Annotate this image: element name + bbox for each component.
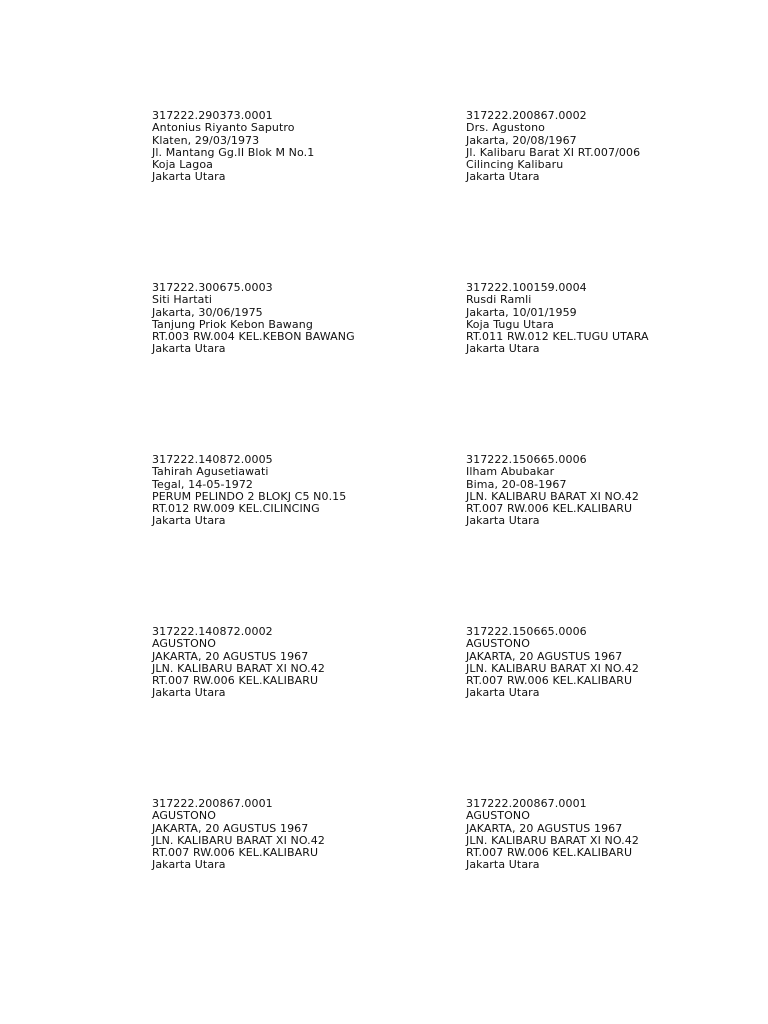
label-name: AGUSTONO xyxy=(152,637,216,651)
label-city: Jakarta Utara xyxy=(466,514,540,528)
label-name: AGUSTONO xyxy=(466,637,530,651)
label-id: 317222.140872.0005 xyxy=(152,453,273,466)
label-address-line-2: RT.007 RW.006 KEL.KALIBARU xyxy=(466,846,633,860)
label-name: Rusdi Ramli xyxy=(466,293,532,307)
address-label xyxy=(466,110,756,184)
label-birth: Jakarta, 20/08/1967 xyxy=(466,133,577,147)
label-address-line-2: Koja Lagoa xyxy=(152,158,214,172)
label-birth: Bima, 20-08-1967 xyxy=(466,477,567,491)
label-address-line-1: Jl. Mantang Gg.II Blok M No.1 xyxy=(152,145,315,159)
address-label xyxy=(152,282,442,356)
label-id: 317222.100159.0004 xyxy=(466,281,587,294)
label-address-line-2: RT.003 RW.004 KEL.KEBON BAWANG xyxy=(152,330,355,344)
label-city: Jakarta Utara xyxy=(466,170,540,184)
label-id: 317222.200867.0001 xyxy=(152,797,273,810)
address-label xyxy=(466,798,756,872)
address-label xyxy=(152,110,442,184)
label-name: Tahirah Agusetiawati xyxy=(152,465,269,479)
address-label xyxy=(152,626,442,700)
label-birth: JAKARTA, 20 AGUSTUS 1967 xyxy=(152,821,309,835)
label-address-line-2: Cilincing Kalibaru xyxy=(466,158,564,172)
address-label xyxy=(466,282,756,356)
label-birth: Jakarta, 10/01/1959 xyxy=(466,305,577,319)
label-city: Jakarta Utara xyxy=(152,170,226,184)
label-birth: Jakarta, 30/06/1975 xyxy=(152,305,263,319)
label-id: 317222.150665.0006 xyxy=(466,625,587,638)
label-name: AGUSTONO xyxy=(466,809,530,823)
label-address-line-2: RT.007 RW.006 KEL.KALIBARU xyxy=(466,502,633,516)
label-address-line-2: RT.007 RW.006 KEL.KALIBARU xyxy=(152,674,319,688)
address-label xyxy=(466,626,756,700)
label-name: Ilham Abubakar xyxy=(466,465,555,479)
label-address-line-2: RT.007 RW.006 KEL.KALIBARU xyxy=(152,846,319,860)
label-name: Antonius Riyanto Saputro xyxy=(152,121,295,135)
label-address-line-2: RT.012 RW.009 KEL.CILINCING xyxy=(152,502,320,516)
label-city: Jakarta Utara xyxy=(152,858,226,872)
label-name: AGUSTONO xyxy=(152,809,216,823)
label-birth: JAKARTA, 20 AGUSTUS 1967 xyxy=(466,649,623,663)
label-name: Drs. Agustono xyxy=(466,121,545,135)
label-name: Siti Hartati xyxy=(152,293,213,307)
label-address-line-1: JLN. KALIBARU BARAT XI NO.42 xyxy=(466,661,639,675)
label-address-line-2: RT.007 RW.006 KEL.KALIBARU xyxy=(466,674,633,688)
label-city: Jakarta Utara xyxy=(152,686,226,700)
label-address-line-2: RT.011 RW.012 KEL.TUGU UTARA xyxy=(466,330,649,344)
label-birth: JAKARTA, 20 AGUSTUS 1967 xyxy=(152,649,309,663)
address-label xyxy=(466,454,756,528)
label-address-line-1: JLN. KALIBARU BARAT XI NO.42 xyxy=(152,833,325,847)
label-id: 317222.290373.0001 xyxy=(152,109,273,122)
label-id: 317222.200867.0002 xyxy=(466,109,587,122)
label-city: Jakarta Utara xyxy=(152,342,226,356)
label-birth: Tegal, 14-05-1972 xyxy=(152,477,254,491)
label-id: 317222.200867.0001 xyxy=(466,797,587,810)
address-label xyxy=(152,798,442,872)
label-city: Jakarta Utara xyxy=(152,514,226,528)
label-address-line-1: JLN. KALIBARU BARAT XI NO.42 xyxy=(466,489,639,503)
label-city: Jakarta Utara xyxy=(466,686,540,700)
label-birth: Klaten, 29/03/1973 xyxy=(152,133,260,147)
label-address-line-1: Tanjung Priok Kebon Bawang xyxy=(152,317,313,331)
label-city: Jakarta Utara xyxy=(466,858,540,872)
label-city: Jakarta Utara xyxy=(466,342,540,356)
label-id: 317222.300675.0003 xyxy=(152,281,273,294)
label-address-line-1: Jl. Kalibaru Barat XI RT.007/006 xyxy=(466,145,641,159)
label-address-line-1: JLN. KALIBARU BARAT XI NO.42 xyxy=(152,661,325,675)
label-id: 317222.140872.0002 xyxy=(152,625,273,638)
label-address-line-1: Koja Tugu Utara xyxy=(466,317,555,331)
address-label xyxy=(152,454,442,528)
label-address-line-1: PERUM PELINDO 2 BLOKJ C5 N0.15 xyxy=(152,489,347,503)
label-id: 317222.150665.0006 xyxy=(466,453,587,466)
label-birth: JAKARTA, 20 AGUSTUS 1967 xyxy=(466,821,623,835)
label-address-line-1: JLN. KALIBARU BARAT XI NO.42 xyxy=(466,833,639,847)
